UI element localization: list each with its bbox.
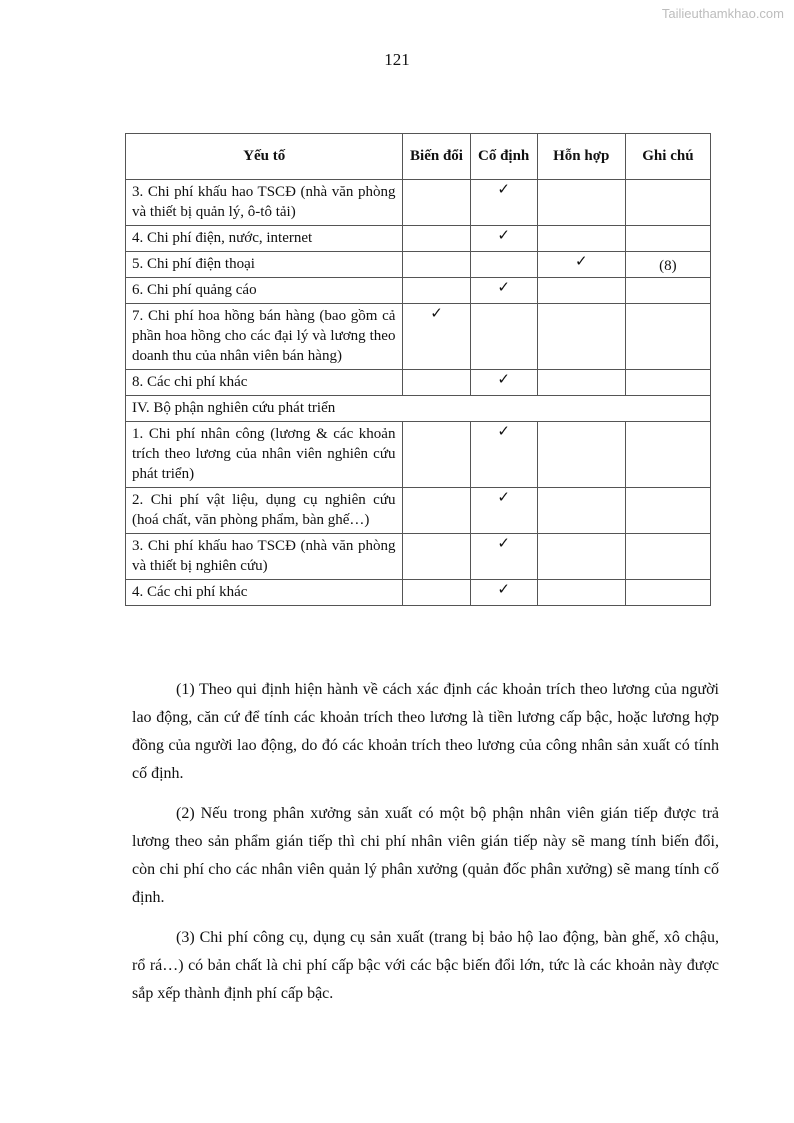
check-co-dinh: ✓ bbox=[470, 488, 537, 534]
check-hon-hop bbox=[537, 488, 625, 534]
check-bien-doi bbox=[403, 422, 470, 488]
row-note bbox=[625, 422, 710, 488]
check-co-dinh: ✓ bbox=[470, 370, 537, 396]
section-title: IV. Bộ phận nghiên cứu phát triển bbox=[126, 396, 711, 422]
table-row bbox=[126, 226, 711, 252]
header-yeu-to: Yếu tố bbox=[126, 134, 403, 180]
note-paragraph-1: (1) Theo qui định hiện hành về cách xác định các khoản trích theo lương của người lao động, căn cứ để tính các khoản trích theo lương là tiền lương cấp bậc, hoặc lương hợp đồng của người lao động, do đó các khoản trích theo lương của công nhân sản xuất có tính cố định. bbox=[132, 681, 719, 782]
check-bien-doi bbox=[403, 180, 470, 226]
row-item: 3. Chi phí khấu hao TSCĐ (nhà văn phòng và thiết bị nghiên cứu) bbox=[126, 534, 403, 580]
header-bien-doi: Biến đổi bbox=[403, 134, 470, 180]
row-note bbox=[625, 304, 710, 370]
row-note: (8) bbox=[625, 252, 710, 278]
header-ghi-chu: Ghi chú bbox=[625, 134, 710, 180]
check-co-dinh: ✓ bbox=[470, 278, 537, 304]
check-bien-doi bbox=[403, 534, 470, 580]
note-paragraph-2: (2) Nếu trong phân xưởng sản xuất có một bộ phận nhân viên gián tiếp được trả lương theo sản phẩm gián tiếp thì chi phí nhân viên gián tiếp này sẽ mang tính biến đổi, còn chi phí cho các nhân viên quản lý phân xưởng (quản đốc phân xưởng) sẽ mang tính cố định. bbox=[132, 805, 719, 906]
check-co-dinh bbox=[470, 304, 537, 370]
header-co-dinh: Cố định bbox=[470, 134, 537, 180]
check-hon-hop bbox=[537, 304, 625, 370]
row-item: 3. Chi phí khấu hao TSCĐ (nhà văn phòng và thiết bị quản lý, ô-tô tải) bbox=[126, 180, 403, 226]
table-row bbox=[126, 422, 711, 488]
row-item: 7. Chi phí hoa hồng bán hàng (bao gồm cả phần hoa hồng cho các đại lý và lương theo doanh thu của nhân viên bán hàng) bbox=[126, 304, 403, 370]
row-item: 1. Chi phí nhân công (lương & các khoản trích theo lương của nhân viên nghiên cứu phát triển) bbox=[126, 422, 403, 488]
check-co-dinh: ✓ bbox=[470, 422, 537, 488]
check-hon-hop bbox=[537, 422, 625, 488]
note-paragraph-3: (3) Chi phí công cụ, dụng cụ sản xuất (trang bị bảo hộ lao động, bàn ghế, xô chậu, rổ rá…) có bản chất là chi phí cấp bậc với các bậc biến đổi lớn, tức là các khoản này được sắp xếp thành định phí cấp bậc. bbox=[132, 929, 719, 1002]
table-row bbox=[126, 180, 711, 226]
check-hon-hop bbox=[537, 278, 625, 304]
page-number: 121 bbox=[384, 50, 410, 69]
check-hon-hop: ✓ bbox=[537, 252, 625, 278]
table-row bbox=[126, 252, 711, 278]
check-hon-hop bbox=[537, 580, 625, 606]
row-note bbox=[625, 370, 710, 396]
section-row bbox=[126, 396, 711, 422]
watermark: Tailieuthamkhao.com bbox=[661, 6, 784, 21]
row-item: 2. Chi phí vật liệu, dụng cụ nghiên cứu (hoá chất, văn phòng phẩm, bàn ghế…) bbox=[126, 488, 403, 534]
check-co-dinh: ✓ bbox=[470, 180, 537, 226]
check-co-dinh: ✓ bbox=[470, 226, 537, 252]
check-hon-hop bbox=[537, 534, 625, 580]
row-item: 5. Chi phí điện thoại bbox=[126, 252, 403, 278]
check-co-dinh: ✓ bbox=[470, 580, 537, 606]
check-bien-doi bbox=[403, 252, 470, 278]
table-row bbox=[126, 580, 711, 606]
row-note bbox=[625, 580, 710, 606]
check-hon-hop bbox=[537, 180, 625, 226]
check-bien-doi bbox=[403, 370, 470, 396]
table-row bbox=[126, 534, 711, 580]
row-note bbox=[625, 226, 710, 252]
cost-classification-table bbox=[125, 133, 711, 606]
row-note bbox=[625, 534, 710, 580]
row-item: 8. Các chi phí khác bbox=[126, 370, 403, 396]
check-bien-doi bbox=[403, 278, 470, 304]
notes-section bbox=[132, 676, 719, 1020]
table-row bbox=[126, 488, 711, 534]
check-bien-doi: ✓ bbox=[403, 304, 470, 370]
check-co-dinh bbox=[470, 252, 537, 278]
table-header-row bbox=[126, 134, 711, 180]
check-bien-doi bbox=[403, 226, 470, 252]
row-item: 4. Các chi phí khác bbox=[126, 580, 403, 606]
table-row bbox=[126, 304, 711, 370]
check-hon-hop bbox=[537, 226, 625, 252]
check-bien-doi bbox=[403, 580, 470, 606]
row-note bbox=[625, 180, 710, 226]
header-hon-hop: Hỗn hợp bbox=[537, 134, 625, 180]
table-row bbox=[126, 370, 711, 396]
row-item: 4. Chi phí điện, nước, internet bbox=[126, 226, 403, 252]
check-co-dinh: ✓ bbox=[470, 534, 537, 580]
row-item: 6. Chi phí quảng cáo bbox=[126, 278, 403, 304]
row-note bbox=[625, 488, 710, 534]
table-row bbox=[126, 278, 711, 304]
row-note bbox=[625, 278, 710, 304]
check-bien-doi bbox=[403, 488, 470, 534]
check-hon-hop bbox=[537, 370, 625, 396]
